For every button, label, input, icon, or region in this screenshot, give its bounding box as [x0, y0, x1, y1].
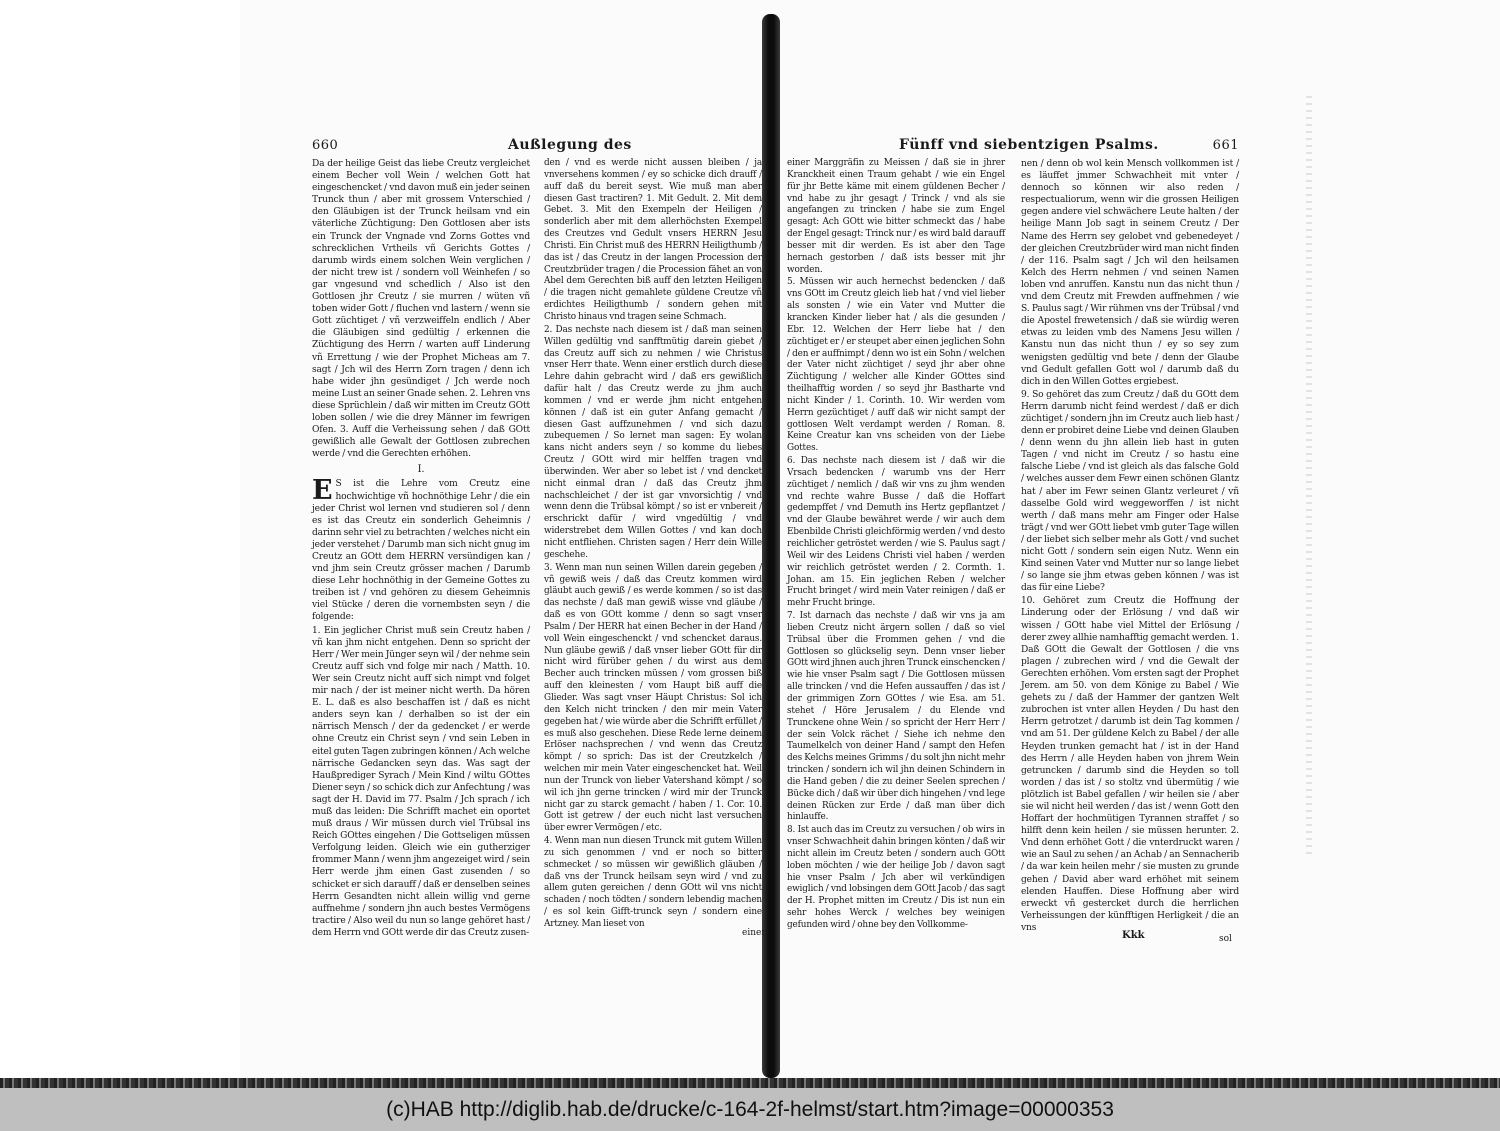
- paragraph: 1. Ein jeglicher Christ muß sein Creutz haben / vñ kan jhm nicht entgehen. Denn so spricht der Herr / Wer mein Jünger seyn wil / der nehme sein Creutz auff sich vnd folge mir nach / Matth. 10. Wer sein Creutz nicht auff sich nimpt vnd folget mir nach / der ist meiner nicht werth. Da hören E. L. daß es also beschaffen ist / daß es nicht anders seyn kan / derhalben so ist der ein närrisch Mensch / der da gedencket / er werde ohne Creutz ein Christ seyn / vnd sein Leben in eitel guten Tagen zubringen können / Ach welche närrische Gedancken seyn das. Was sagt der Haußprediger Syrach / Mein Kind / wiltu GOttes Diener seyn / so schick dich zur Anfechtung / was sagt der H. David im 77. Psalm / Jch sprach / ich muß das leiden: Die Schrifft machet ein oportet muß draus / Wir müssen durch viel Trübsal ins Reich GOttes eingehen / Die Gottseligen müssen Verfolgung leiden. Gleich wie ein gutherziger frommer Mann / wenn jhm angezeiget wird / sein Herr werde jhm einen Gast zusenden / so schicket er sich darauff / daß er denselben seines Herrn Gesandten nicht allein willig vnd gerne auffnehme / sondern jhn auch bestes Vermögens tractire / Also weil du nun so lange gehöret hast / dem Herrn vnd GOtt werde dir das Creutz zusen-: [312, 625, 530, 938]
- paragraph: 2. Das nechste nach diesem ist / daß man seinen Willen gedültig vnd sanfftmütig darein giebet / das Creutz auff sich zu nehmen / wie Christus vnser Herr thate. Wenn einer erstlich durch diese Lehre dahin gebracht wird / daß ers gewißlich dafür halt / das Creutz werde zu jhm auch kommen / vnd er werde jhm nicht entgehen können / daß ist ein guter Anfang gemacht / diesen Gast auffzunehmen / vnd sich dazu zubequemen / So lernet man sagen: Ey wolan kans nicht anders seyn / so komme du liebes Creutz / GOtt wird mir helffen tragen vnd überwinden. Wer aber so lebet ist / vnd dencket nicht einmal dran / daß das Creutz jhm nachschleichet / der ist gar vnvorsichtig / vnd wenn denn die Trübsal kömpt / so ist er vnbereit / erschrickt dafür / wird vngedültig / vnd widerstrebet dem Willen Gottes / vnd kan doch nicht entfliehen. Christen sagen / Herr dein Wille geschehe.: [544, 324, 762, 560]
- paragraph: [312, 475, 530, 623]
- left-catchword: einer: [742, 928, 766, 938]
- right-page-number: 661: [1212, 138, 1239, 153]
- paragraph: einer Marggräfin zu Meissen / daß sie in jhrer Kranckheit einen Traum gehabt / wie ein Engel für jhr Bette käme mit einem güldenen Becher / vnd habe zu jhr gesagt / Trinck / vnd als sie angefangen zu trincken / habe sie zum Engel gesagt: Ach GOtt wie bitter schmeckt das / habe der Engel gesagt: Trinck nur / es wird bald darauff besser mit dir werden. Es ist aber den Tage hernach gestorben / daß ists besser mit jhr worden.: [787, 158, 1005, 275]
- right-running-head: [787, 138, 1239, 158]
- left-running-title: Außlegung des: [508, 137, 632, 153]
- right-column-2: [1021, 158, 1239, 935]
- book-gutter: [762, 14, 780, 1078]
- drop-capital: E: [312, 475, 333, 507]
- right-column-1: [787, 158, 1005, 933]
- left-column-2: [544, 158, 762, 932]
- footer-text[interactable]: (c)HAB http://diglib.hab.de/drucke/c-164-2f-helmst/start.htm?image=00000353: [386, 1098, 1114, 1121]
- paragraph: 9. So gehöret das zum Creutz / daß du GOtt dem Herrn darumb nicht feind werdest / daß er dich züchtiget / sondern jhn im Creutz auch lieb hast / denn er probiret deine Liebe vnd deinen Glauben / denn wenn du jhn allein lieb hast in guten Tagen / vnd nicht im Creutz / so hastu eine falsche Liebe / vnd ist gleich als das falsche Gold / welches ausser dem Fewr einen schönen Glantz hat / aber im Fewr seinen Glantz verleuret / vñ dasselbe Gold wird weggeworffen / ist nicht werth / daß mans mehr am Finger oder Halse trägt / vnd wer GOtt liebet vmb guter Tage willen / der liebet sich selber mehr als Gott / vnd suchet nicht Gott / sondern sein eigen Nutz. Wenn ein Kind seinen Vater vnd Mutter nur so lange liebet / so lange sie jhm etwas geben können / was ist das für eine Liebe?: [1021, 389, 1239, 594]
- paragraph: 4. Wenn man nun diesen Trunck mit gutem Willen zu sich genommen / vnd er noch so bitter schmecket / so müssen wir gewißlich gläuben / daß vns der Trunck heilsam seyn wird / vnd zu allem guten gereichen / denn GOtt wil vns nicht schaden / noch tödten / sondern lebendig machen / es sol kein Gifft-trunck seyn / sondern eine Artzney. Man lieset von: [544, 836, 762, 929]
- paragraph: 10. Gehöret zum Creutz die Hoffnung der Linderung oder der Erlösung / vnd daß wir wissen / GOtt habe viel Mittel der Erlösung / derer zwey allhie namhafftig gemacht werden. 1. Daß GOtt die Gewalt der Gottlosen / die vns plagen / zubrechen wird / vnd die Gewalt der Gerechten erhöhen. Vom ersten sagt der Prophet Jerem. am 50. von dem Könige zu Babel / Wie gehets zu / daß der Hammer der gantzen Welt zubrochen ist vnter allen Heyden / Du hast den Herrn getrotzet / darumb ist dein Tag kommen / vnd am 51. Der güldene Kelch zu Babel / der alle Heyden trunken gemacht hat / ist in der Hand des Herrn / alle Heyden haben von jhrem Wein getruncken / darumb sind die Heyden so toll worden / das ist / so stoltz vnd übermütig / wie plötzlich ist Babel gefallen / wir heilen sie / aber sie wil nicht heil werden / das ist / wenn Gott den Hoffart der hochmütigen Tyrannen straffet / so hilfft denn kein heilen / sie müssen herunter. 2. Vnd denn erhöhet Gott / die vnterdruckt waren / wie an Saul zu sehen / an Achab / an Sennacherib / da war kein heilen mehr / sie musten zu grunde gehen / David aber ward erhöhet mit seinem elenden Hauffen. Diese Hoffnung aber wird erweckt vñ gestercket durch die herrlichen Verheissungen der künfftigen Herligkeit / die an vns: [1021, 596, 1239, 933]
- right-catchword: sol: [1219, 934, 1232, 944]
- right-running-title: Fünff vnd siebentzigen Psalms.: [899, 137, 1159, 153]
- left-column-1: [312, 158, 530, 940]
- signature-mark: Kkk: [1122, 930, 1145, 941]
- paragraph: den / vnd es werde nicht aussen bleiben / ja vnversehens kommen / ey so schicke dich drauff / auff daß du bereit seyst. Wie muß man aber diesen Gast tractiren? 1. Mit Gedult. 2. Mit dem Gebet. 3. Mit den Exempeln der Heiligen / sonderlich aber mit dem allerhöchsten Exempel des Creutzes vnd Gedult vnsers HERRN Jesu Christi. Ein Christ muß des HERRN Heiligthumb / das ist / das Creutz in der langen Procession der Creutzbrüder tragen / die Procession fähet an von Abel dem Gerechten biß auff den letzten Heiligen / die tragen nicht gemahlete güldene Creutze vñ erdichtes Heiligthumb / sondern gehen mit Christo hinaus vnd tragen seine Schmach.: [544, 158, 762, 322]
- paragraph: 7. Ist darnach das nechste / daß wir vns ja am lieben Creutz nicht ärgern sollen / daß so viel Trübsal über die Frommen gehen / vnd die Gottlosen so glückselig seyn. Denn vnser lieber GOtt wird jhnen auch jhren Trunck einschencken / wie hie vnser Psalm sagt / Die Gottlosen müssen alle trincken / vnd die Hefen aussauffen / das ist / der grimmigen Zorn GOttes / wie Esa. am 51. stehet / Höre Jerusalem / du Elende vnd Trunckene ohne Wein / so spricht der Herr Herr / der sein Volck rächet / Siehe ich nehme den Taumelkelch von deiner Hand / sampt den Hefen des Kelchs meines Grimms / du solt jhn nicht mehr trincken / sondern ich wil jhn deinen Schindern in die Hand geben / die zu deiner Seelen sprechen / Bücke dich / daß wir über dich hingehen / vnd lege deinen Rücken zur Erde / daß man über dich hinlauffe.: [787, 611, 1005, 823]
- blank-margin: [0, 0, 240, 1078]
- paragraph: 6. Das nechste nach diesem ist / daß wir die Vrsach bedencken / warumb vns der Herr züchtiget / nemlich / daß wir vns zu jhm wenden vnd rechte wahre Busse / daß die Hoffart gedempffet / vnd Demuth ins Hertz gepflantzet / vnd der Glaube bewähret werde / wir auch dem Ebenbilde Christi gleichförmig werden / vnd desto reichlicher getröstet werden / wie S. Paulus sagt / Weil wir des Leidens Christi viel haben / werden wir reichlich getröstet werden / 2. Cormth. 1. Johan. am 15. Ein jeglichen Reben / welcher Frucht bringet / wird mein Vater reinigen / daß er mehr Frucht bringe.: [787, 456, 1005, 609]
- copyright-footer: [0, 1088, 1500, 1131]
- paragraph: 8. Ist auch das im Creutz zu versuchen / ob wirs in vnser Schwachheit dahin bringen könten / daß wir nicht allein im Creutz beten / sondern auch GOtt loben möchten / wie der heilige Job / davon sagt hie vnser Psalm / Jch aber wil verkündigen ewiglich / vnd lobsingen dem GOtt Jacob / das sagt der H. Prophet mitten im Creutz / Dis ist nun ein sehr hohes Werck / welches bey weinigen gefunden wird / ohne bey den Vollkomme-: [787, 825, 1005, 930]
- paragraph-text: S ist die Lehre vom Creutz eine hochwichtige vñ hochnöthige Lehr / die ein jeder Christ wol lernen vnd studieren sol / denn es ist das Creutz ein sonderlich Geheimnis / darinn sehr viel zu betrachten / welches nicht ein jeder verstehet / Darumb man sich nicht gnug im Creutz an GOtt dem HERRN versündigen kan / vnd jhm sein Creutz grösser machen / Darumb diese Lehr hochnöthig in der Gemeine Gottes zu treiben ist / vnd gehören zu diesem Geheimnis viel Stücke / deren die vornembsten seyn / die folgende:: [312, 479, 530, 623]
- paragraph: Da der heilige Geist das liebe Creutz vergleichet einem Becher voll Wein / welchen Gott hat eingeschencket / vnd davon muß ein jeder seinen Trunck thun / aber mit grossem Vnterschied / den Gläubigen ist der Trunck heilsam vnd ein väterliche Züchtigung: Den Gottlosen aber ists ein Trunck der Vngnade vnd Zorns Gottes vnd schrecklichen Vrtheils vñ Gerichts Gottes / darumb wirds einem solchen Wein verglichen / der nicht trew ist / sondern voll Weinhefen / so gar vngesund vnd schedlich / Also ist den Gottlosen jhr Creutz / sie murren / wüten vñ toben wider Gott / fluchen vnd lastern / wenn sie Gott züchtiget / vñ verzweiffeln endlich / Aber die Gläubigen sind gedültig / erkennen die Züchtigung des Herrn / warten auff Linderung vñ Errettung / wie der Prophet Micheas am 7. sagt / Jch wil des Herrn Zorn tragen / denn ich habe wider jhn gesündiget / Jch werde noch meine Lust an seiner Gnade sehen. 2. Lehren vns diese Sprüchlein / daß wir mitten im Creutz GOtt loben sollen / wie die drey Männer im fewrigen Ofen. 3. Auff die Verheissung sehen / daß GOtt gewißlich alle Gewalt der Gottlosen zubrechen werde / vnd die Gerechten erhöhen.: [312, 159, 530, 460]
- paragraph: nen / denn ob wol kein Mensch vollkommen ist / es läuffet jmmer Schwachheit mit vnter / dennoch so können wir also reden / respectualiorum, wenn wir die grossen Heiligen gegen andere viel schwächere Leute halten / der heilige Mann Job sagt in seinem Creutz / Der Name des Herrn sey gelobet vnd gebenedeyet / der gleichen Creutzbrüder wird man nicht finden / der 116. Psalm sagt / Jch wil den heilsamen Kelch des Herrn nehmen / vnd seinen Namen loben vnd anruffen. Kanstu nun das nicht thun / vnd dem Creutz mit Frewden auffnehmen / wie S. Paulus sagt / Wir rühmen vns der Trübsal / vnd die Apostel frewetensich / daß sie würdig weren etwas zu leiden vmb des Namens Jesu willen / Kanstu nun das nicht thun / ey so sey zum wenigsten gedültig vnd bete / denn der Glaube vnd Gedult gefallen Gott wol / darumb daß du dich in den Willen Gottes ergiebest.: [1021, 159, 1239, 387]
- section-number: I.: [417, 464, 425, 476]
- page-edge-shadow: [1306, 96, 1312, 856]
- left-running-head: [312, 138, 762, 158]
- paragraph: 3. Wenn man nun seinen Willen darein gegeben / vñ gewiß weis / daß das Creutz kommen wird gläubt auch gewiß / es werde kommen / so ist das das nechste / daß man gewiß wisse vnd gläube / daß es von GOtt komme / denn so sagt vnser Psalm / Der HERR hat einen Becher in der Hand / voll Wein eingeschenckt / vnd schencket daraus. Nun gläube gewiß / daß vnser lieber GOtt für dir nicht wird fürüber gehen / du wirst aus dem Becher auch trincken müssen / vom grossen biß auff den kleinesten / vom Haupt biß auff die Glieder. Was sagt vnser Häupt Christus: Sol ich den Kelch nicht trincken / den mir mein Vater gegeben hat / wie würde aber die Schrifft erfüllet / es muß also geschehen. Diese Rede lerne deinem Erlöser nachsprechen / vnd wenn das Creutz kömpt / so sprich: Das ist der Creutzkelch / welchen mir mein Vater eingeschencket hat. Weil nun der Trunck von lieber Vatershand kömpt / so wil ich jhn gerne trincken / wird mir der Trunck nicht gar zu starck gemacht / haben / 1. Cor. 10. Gott ist getrew / der euch nicht last versuchen über ewrer Vermögen / etc.: [544, 562, 762, 834]
- left-page-number: 660: [312, 138, 339, 153]
- scan-edge-strip: [0, 1078, 1500, 1088]
- paragraph: 5. Müssen wir auch hernechst bedencken / daß vns GOtt im Creutz gleich lieb hat / vnd viel lieber als sonsten / wie ein Vater vnd Mutter die krancken Kinder lieber hat / als die gesunden / Ebr. 12. Welchen der Herr liebe hat / den züchtiget er / er steupet aber einen jeglichen Sohn / den er auffnimpt / denn wo ist ein Sohn / welchen der Vater nicht züchtiget / seyd jhr aber ohne Züchtigung / welcher alle Kinder GOttes sind theilhafftig worden / so seyd jhr Bastharte vnd nicht Kinder / 1. Corinth. 10. Wir werden vom Herrn gezüchtiget / auff daß wir nicht sampt der gottlosen Welt verdampt werden / Roman. 8. Keine Creatur kan vns scheiden von der Liebe Gottes.: [787, 277, 1005, 454]
